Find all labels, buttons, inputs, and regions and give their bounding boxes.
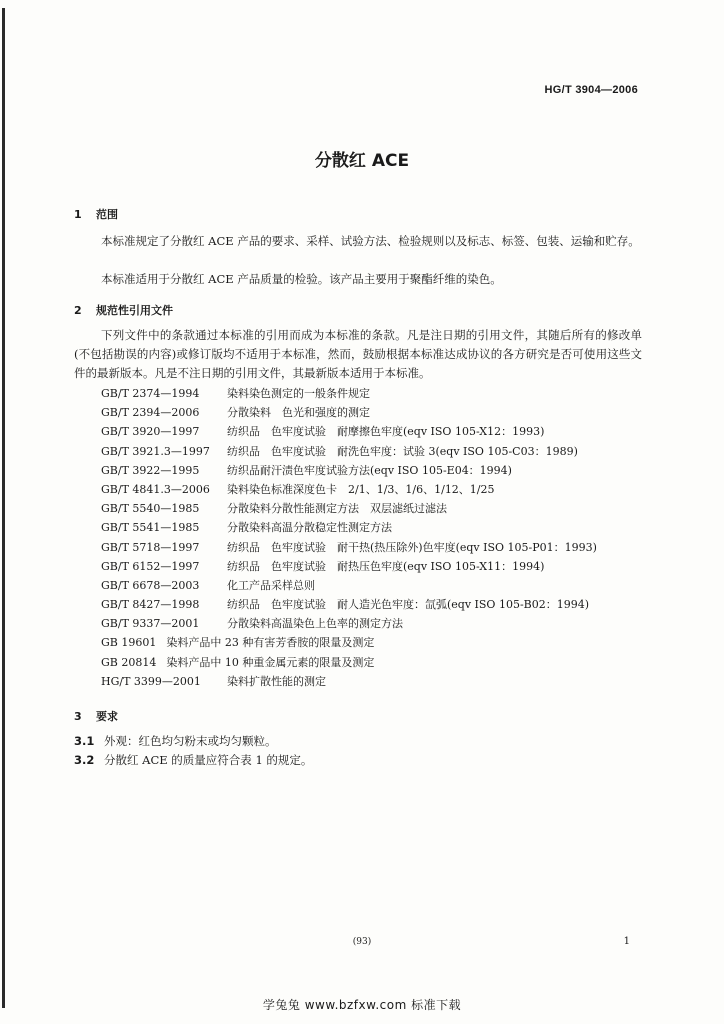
reference-item	[101, 461, 597, 480]
reference-code: GB/T 6152—1997	[101, 559, 200, 573]
document-title: 分散红 ACE	[314, 151, 410, 171]
section-2-heading	[74, 302, 173, 318]
section-title: 要求	[96, 710, 118, 723]
section-title: 范围	[96, 208, 118, 221]
reference-list	[101, 384, 597, 691]
reference-title: 纺织品 色牢度试验 耐人造光色牢度：氙弧(eqv ISO 105-B02：1994)	[227, 598, 590, 612]
reference-code: GB/T 6678—2003	[101, 578, 200, 592]
reference-code: GB/T 5541—1985	[101, 521, 200, 535]
standard-code: HG/T 3904—2006	[544, 84, 638, 96]
reference-item	[101, 633, 597, 652]
reference-item	[101, 576, 597, 595]
reference-code: GB/T 5540—1985	[101, 502, 200, 516]
reference-code: GB/T 3920—1997	[101, 425, 200, 439]
section-number: 1	[74, 208, 82, 221]
reference-title: 纺织品 色牢度试验 耐热压色牢度(eqv ISO 105-X11：1994)	[227, 559, 545, 573]
reference-title: 纺织品 色牢度试验 耐干热(热压除外)色牢度(eqv ISO 105-P01：1993)	[227, 540, 597, 554]
reference-item	[101, 480, 597, 499]
section-number: 3	[74, 710, 82, 723]
reference-code: GB/T 8427—1998	[101, 598, 200, 612]
reference-code: GB/T 3922—1995	[101, 463, 200, 477]
reference-title: 染料染色测定的一般条件规定	[227, 387, 370, 400]
reference-item	[101, 538, 597, 557]
reference-code: HG/T 3399—2001	[101, 674, 201, 688]
reference-item	[101, 384, 597, 403]
reference-title: 染料产品中 10 种重金属元素的限量及测定	[166, 655, 375, 669]
reference-item	[101, 653, 597, 672]
reference-item	[101, 672, 597, 691]
page-label: (93)	[352, 937, 372, 947]
reference-code: GB 19601	[101, 636, 157, 650]
section-number: 2	[74, 304, 82, 317]
reference-code: GB/T 2394—2006	[101, 406, 200, 420]
requirement-item	[74, 752, 312, 768]
requirement-text: 分散红 ACE 的质量应符合表 1 的规定。	[104, 753, 313, 767]
reference-code: GB/T 2374—1994	[101, 387, 200, 400]
section-title: 规范性引用文件	[96, 304, 173, 317]
reference-item	[101, 499, 597, 518]
reference-title: 分散染料高温染色上色率的测定方法	[227, 617, 403, 631]
reference-code: GB/T 5718—1997	[101, 540, 200, 554]
requirement-number: 3.1	[74, 734, 95, 748]
reference-title: 纺织品 色牢度试验 耐洗色牢度：试验 3(eqv ISO 105-C03：1989)	[227, 444, 578, 458]
reference-code: GB 20814	[101, 655, 157, 669]
reference-item	[101, 442, 597, 461]
reference-title: 纺织品耐汗渍色牢度试验方法(eqv ISO 105-E04：1994)	[227, 463, 512, 477]
reference-item	[101, 403, 597, 422]
section-1-paragraph-1: 本标准规定了分散红 ACE 产品的要求、采样、试验方法、检验规则以及标志、标签、包装、运输和贮存。	[101, 234, 640, 248]
page-number: 1	[623, 936, 630, 947]
reference-item	[101, 595, 597, 614]
reference-title: 化工产品采样总则	[227, 578, 315, 592]
reference-title: 染料扩散性能的测定	[227, 674, 326, 688]
reference-item	[101, 614, 597, 633]
requirement-text: 外观：红色均匀粉末或均匀颗粒。	[104, 734, 277, 748]
watermark-text: 学兔兔 www.bzfxw.com 标准下载	[262, 998, 462, 1012]
reference-title: 染料产品中 23 种有害芳香胺的限量及测定	[166, 636, 375, 650]
reference-item	[101, 557, 597, 576]
reference-code: GB/T 3921.3—1997	[101, 444, 210, 458]
reference-code: GB/T 9337—2001	[101, 617, 200, 631]
section-1-paragraph-2: 本标准适用于分散红 ACE 产品质量的检验。该产品主要用于聚酯纤维的染色。	[101, 272, 502, 286]
section-1-heading	[74, 206, 118, 222]
reference-code: GB/T 4841.3—2006	[101, 482, 210, 496]
section-2-intro: 下列文件中的条款通过本标准的引用而成为本标准的条款。凡是注日期的引用文件，其随后所有的修改单(不包括勘误的内容)或修订版均不适用于本标准，然而，鼓励根据本标准达成协议的各方研究是否可使用这些文件的最新版本。凡是不注日期的引用文件，其最新版本适用于本标准。	[74, 328, 642, 380]
reference-title: 分散染料高温分散稳定性测定方法	[227, 521, 392, 535]
reference-title: 染料染色标准深度色卡 2/1、1/3、1/6、1/12、1/25	[227, 482, 495, 496]
reference-title: 分散染料 色光和强度的测定	[227, 406, 370, 420]
reference-title: 纺织品 色牢度试验 耐摩擦色牢度(eqv ISO 105-X12：1993)	[227, 425, 545, 439]
section-3-heading	[74, 708, 118, 724]
reference-item	[101, 518, 597, 537]
reference-title: 分散染料分散性能测定方法 双层滤纸过滤法	[227, 502, 447, 516]
requirement-number: 3.2	[74, 753, 95, 767]
requirement-item	[74, 733, 277, 749]
reference-item	[101, 422, 597, 441]
